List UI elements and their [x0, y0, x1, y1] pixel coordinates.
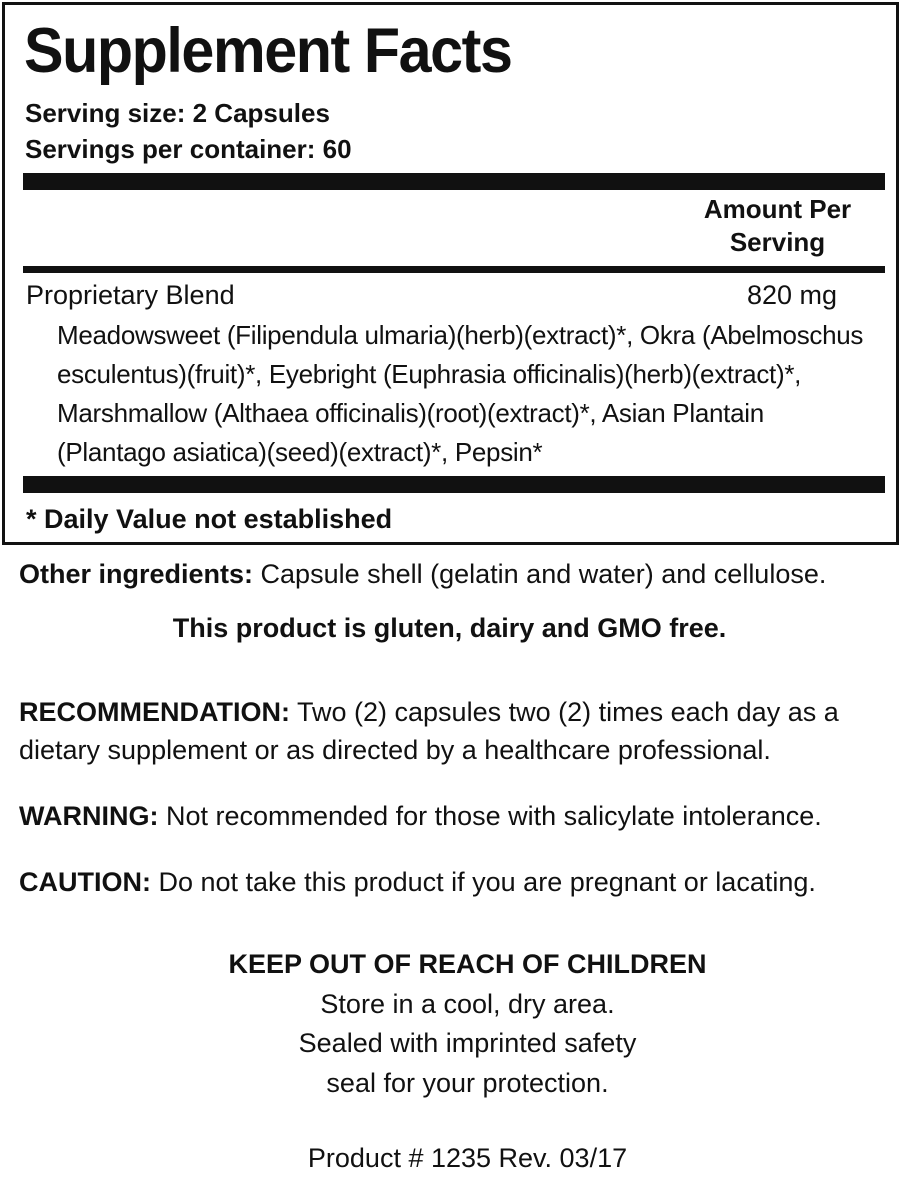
recommendation-text: Two (2) capsules two (2) times each day as a dietary supplement or as directed by a healthcare professional.	[19, 697, 839, 765]
blend-amount: 820 mg	[747, 280, 838, 310]
daily-value-footnote: * Daily Value not established	[26, 504, 393, 534]
amount-per-serving-header	[695, 193, 860, 259]
other-ingredients-label: Other ingredients:	[19, 559, 254, 589]
ingredient-line: (Plantago asiatica)(seed)(extract)*, Pepsin*	[57, 437, 543, 467]
warning-text: Not recommended for those with salicylate intolerance.	[158, 801, 822, 831]
product-number: Product # 1235 Rev. 03/17	[307, 1143, 628, 1173]
medium-divider	[23, 266, 885, 273]
storage-line-1: Store in a cool, dry area.	[320, 989, 615, 1019]
ingredient-line: Marshmallow (Althaea officinalis)(root)(extract)*, Asian Plantain	[57, 398, 764, 428]
storage-line-3: seal for your protection.	[326, 1068, 609, 1098]
other-ingredients	[19, 555, 879, 593]
gluten-dairy-gmo-free-statement: This product is gluten, dairy and GMO free.	[172, 613, 727, 643]
caution-text: Do not take this product if you are pregnant or lacating.	[150, 867, 816, 897]
serving-size: Serving size: 2 Capsules	[25, 98, 330, 128]
facts-title: Supplement Facts	[24, 16, 512, 86]
storage-line-2: Sealed with imprinted safety	[298, 1028, 637, 1058]
supplement-facts-panel	[2, 2, 899, 545]
thick-divider-bottom	[23, 476, 885, 493]
warning	[19, 797, 879, 835]
recommendation	[19, 693, 879, 769]
warning-label: WARNING:	[19, 801, 159, 831]
ingredient-line: Meadowsweet (Filipendula ulmaria)(herb)(extract)*, Okra (Abelmoschus	[57, 320, 864, 350]
amount-header-line-1: Amount Per	[703, 194, 852, 224]
caution-label: CAUTION:	[19, 867, 151, 897]
blend-ingredients	[57, 316, 887, 472]
ingredient-line: esculentus)(fruit)*, Eyebright (Euphrasia officinalis)(herb)(extract)*,	[57, 359, 802, 389]
amount-header-line-2: Serving	[729, 227, 826, 257]
servings-per-container: Servings per container: 60	[25, 134, 352, 164]
other-ingredients-text: Capsule shell (gelatin and water) and cellulose.	[253, 559, 827, 589]
keep-out-of-reach-heading: KEEP OUT OF REACH OF CHILDREN	[228, 949, 707, 979]
caution	[19, 863, 879, 901]
recommendation-label: RECOMMENDATION:	[19, 697, 290, 727]
blend-name: Proprietary Blend	[26, 280, 235, 310]
thick-divider-top	[23, 173, 885, 190]
